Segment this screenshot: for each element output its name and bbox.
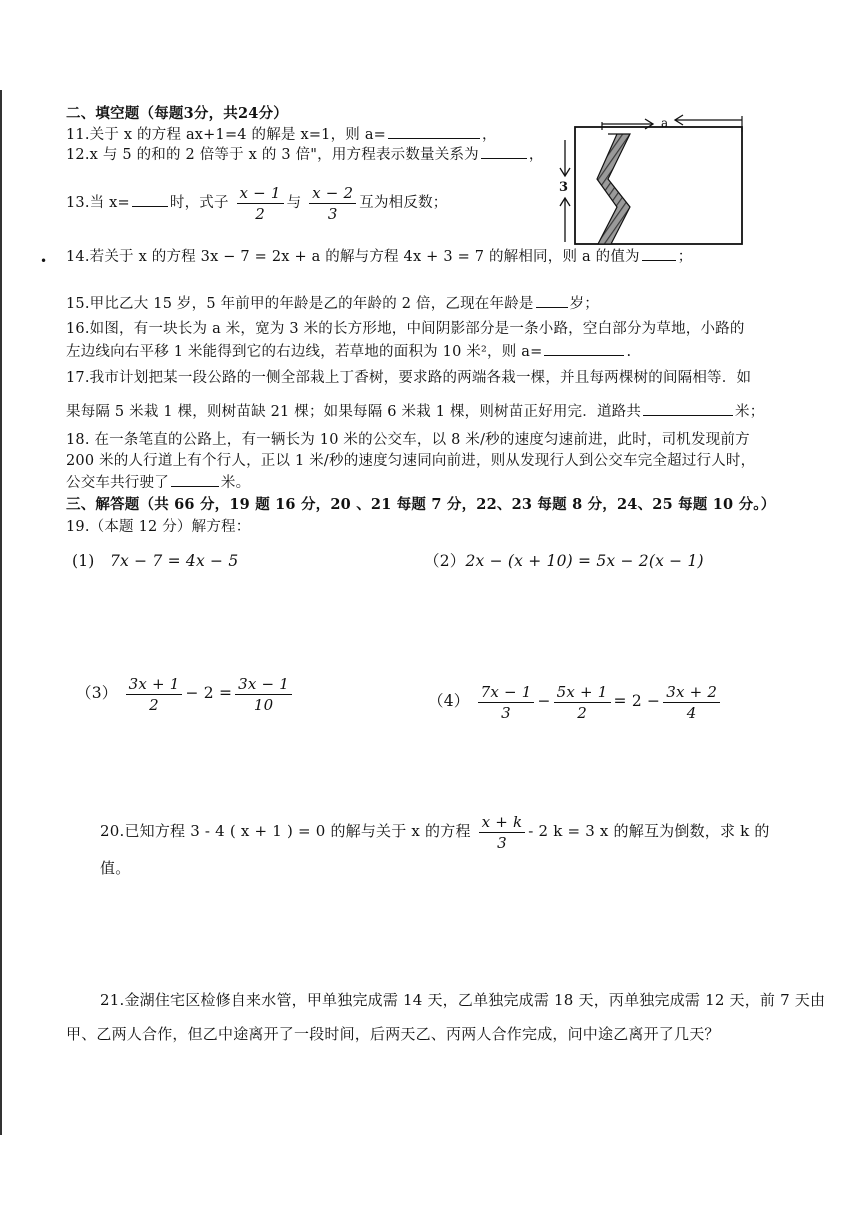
q17-text: 果每隔 5 米栽 1 棵，则树苗缺 21 棵；如果每隔 6 米栽 1 棵，则树苗正好用完．道路共 bbox=[66, 404, 642, 420]
q19-p4-num-1: 7x − 1 bbox=[478, 682, 535, 703]
q19-part-2 bbox=[424, 551, 704, 571]
q13-fraction-2 bbox=[309, 183, 356, 224]
q13-answer-blank[interactable] bbox=[132, 192, 168, 207]
q16-suffix: . bbox=[626, 344, 632, 360]
q19-p3-fraction-2 bbox=[235, 674, 292, 715]
question-19-title: 19.（本题 12 分）解方程： bbox=[66, 519, 251, 535]
q16-answer-blank[interactable] bbox=[544, 341, 624, 356]
q19-p2-equation: 2x − (x + 10) = 5x − 2(x − 1) bbox=[465, 552, 704, 570]
question-12 bbox=[66, 144, 544, 165]
q19-p1-label: (1) bbox=[72, 552, 95, 570]
question-17-line-2 bbox=[66, 401, 764, 422]
q19-p4-mid: = 2 − bbox=[613, 692, 661, 710]
q12-suffix: ， bbox=[528, 147, 544, 163]
q19-p3-den-2: 10 bbox=[253, 695, 274, 714]
q20-text: 20.已知方程 3 - 4 ( x + 1 ) = 0 的解与关于 x 的方程 bbox=[100, 822, 471, 840]
q20-mid: - 2 k = 3 x 的解互为倒数，求 k 的 bbox=[528, 822, 770, 840]
q19-p3-num-2: 3x − 1 bbox=[235, 674, 292, 695]
q19-part-4 bbox=[428, 680, 723, 723]
q13-mid: 时，式子 bbox=[169, 195, 229, 211]
q19-p4-label: （4） bbox=[428, 692, 470, 710]
q20-fraction bbox=[479, 812, 526, 853]
q13-join: 与 bbox=[286, 195, 302, 211]
q13-den-1: 2 bbox=[255, 204, 265, 223]
question-18-line-3 bbox=[66, 472, 250, 493]
q19-p4-den-3: 4 bbox=[686, 703, 697, 722]
q12-text: 12.x 与 5 的和的 2 倍等于 x 的 3 倍"，用方程表示数量关系为 bbox=[66, 147, 479, 163]
q13-fraction-1 bbox=[237, 183, 284, 224]
q19-p3-num-1: 3x + 1 bbox=[126, 674, 183, 695]
q15-text: 15.甲比乙大 15 岁，5 年前甲的年龄是乙的年龄的 2 倍，乙现在年龄是 bbox=[66, 296, 534, 312]
q19-p3-fraction-1 bbox=[126, 674, 183, 715]
rectangle-path-figure bbox=[545, 108, 750, 253]
question-18-line-2: 200 米的人行道上有个行人，正以 1 米/秒的速度匀速同向前进，则从发现行人到公交车完全超过行人时， bbox=[66, 453, 756, 469]
question-21-line-1: 21.金湖住宅区检修自来水管，甲单独完成需 14 天，乙单独完成需 18 天，丙单独完成需 12 天，前 7 天由 bbox=[100, 991, 826, 1009]
question-11 bbox=[66, 124, 497, 145]
q19-p4-num-3: 3x + 2 bbox=[663, 682, 720, 703]
q19-p4-fraction-2 bbox=[554, 682, 611, 723]
q19-p4-den-2: 2 bbox=[577, 703, 587, 722]
q19-p3-label: （3） bbox=[76, 684, 118, 702]
q14-suffix: ； bbox=[677, 249, 693, 265]
q19-p3-mid: − 2 = bbox=[185, 684, 233, 702]
q19-p4-fraction-1 bbox=[478, 682, 535, 723]
question-13 bbox=[66, 182, 447, 224]
section3-heading: 三、解答题（共 66 分，19 题 16 分，20 、21 每题 7 分，22、23 每题 8 分，24、25 每题 10 分。） bbox=[66, 496, 776, 513]
q20-den: 3 bbox=[497, 833, 507, 852]
q12-answer-blank[interactable] bbox=[481, 144, 527, 159]
q19-p4-fraction-3 bbox=[663, 682, 720, 723]
section2-heading: 二、填空题（每题3分，共24分） bbox=[66, 105, 288, 122]
q18-answer-blank[interactable] bbox=[171, 472, 219, 487]
q13-text: 13.当 x= bbox=[66, 195, 130, 211]
question-16-line-1: 16.如图，有一块长为 a 米，宽为 3 米的长方形地，中间阴影部分是一条小路，空白部分为草地，小路的 bbox=[66, 321, 745, 337]
question-21-line-2: 甲、乙两人合作，但乙中途离开了一段时间，后两天乙、丙两人合作完成，问中途乙离开了几天？ bbox=[66, 1025, 720, 1043]
figure-label-a: a bbox=[661, 116, 669, 130]
q11-suffix: ， bbox=[482, 127, 497, 143]
question-17-line-1: 17.我市计划把某一段公路的一侧全部栽上丁香树，要求路的两端各栽一棵，并且每两棵树的间隔相等．如 bbox=[66, 370, 752, 386]
q18-text: 公交车共行驶了 bbox=[66, 475, 169, 491]
q19-p4-minus: − bbox=[537, 692, 551, 710]
q11-answer-blank[interactable] bbox=[388, 124, 480, 139]
q19-p4-num-2: 5x + 1 bbox=[554, 682, 611, 703]
q19-p2-label: （2） bbox=[424, 552, 466, 570]
q17-suffix: 米； bbox=[735, 404, 765, 420]
stray-dot: • bbox=[40, 254, 48, 268]
q14-text: 14.若关于 x 的方程 3x − 7 = 2x + a 的解与方程 4x + 3 = 7 的解相同，则 a 的值为 bbox=[66, 249, 640, 265]
q13-den-2: 3 bbox=[327, 204, 338, 223]
q19-p4-den-1: 3 bbox=[501, 703, 511, 722]
q18-suffix: 米。 bbox=[220, 475, 251, 491]
shaded-path bbox=[597, 134, 630, 244]
q17-answer-blank[interactable] bbox=[643, 401, 733, 416]
q16-text: 左边线向右平移 1 米能得到它的右边线，若草地的面积为 10 米²，则 a= bbox=[66, 344, 543, 360]
q15-answer-blank[interactable] bbox=[536, 293, 568, 308]
page-left-border bbox=[0, 90, 2, 1135]
field-rectangle bbox=[575, 127, 742, 244]
question-15 bbox=[66, 293, 599, 314]
question-20-line-1 bbox=[100, 810, 770, 853]
q19-part-1 bbox=[72, 551, 238, 571]
q19-p3-den-1: 2 bbox=[149, 695, 159, 714]
q19-p1-equation: 7x − 7 = 4x − 5 bbox=[109, 552, 239, 570]
q19-part-3 bbox=[76, 672, 295, 715]
q20-num: x + k bbox=[479, 812, 526, 833]
q15-suffix: 岁； bbox=[569, 296, 600, 312]
question-20-line-2: 值。 bbox=[100, 859, 131, 877]
q13-num-2: x − 2 bbox=[309, 183, 356, 204]
question-16-line-2 bbox=[66, 341, 631, 362]
question-18-line-1: 18. 在一条笔直的公路上，有一辆长为 10 米的公交车，以 8 米/秒的速度匀速前进，此时，司机发现前方 bbox=[66, 432, 750, 448]
q11-text: 11.关于 x 的方程 ax+1=4 的解是 x=1，则 a= bbox=[66, 127, 387, 143]
q13-suffix: 互为相反数； bbox=[359, 195, 448, 211]
q13-num-1: x − 1 bbox=[237, 183, 284, 204]
figure-label-3: 3 bbox=[559, 180, 569, 195]
